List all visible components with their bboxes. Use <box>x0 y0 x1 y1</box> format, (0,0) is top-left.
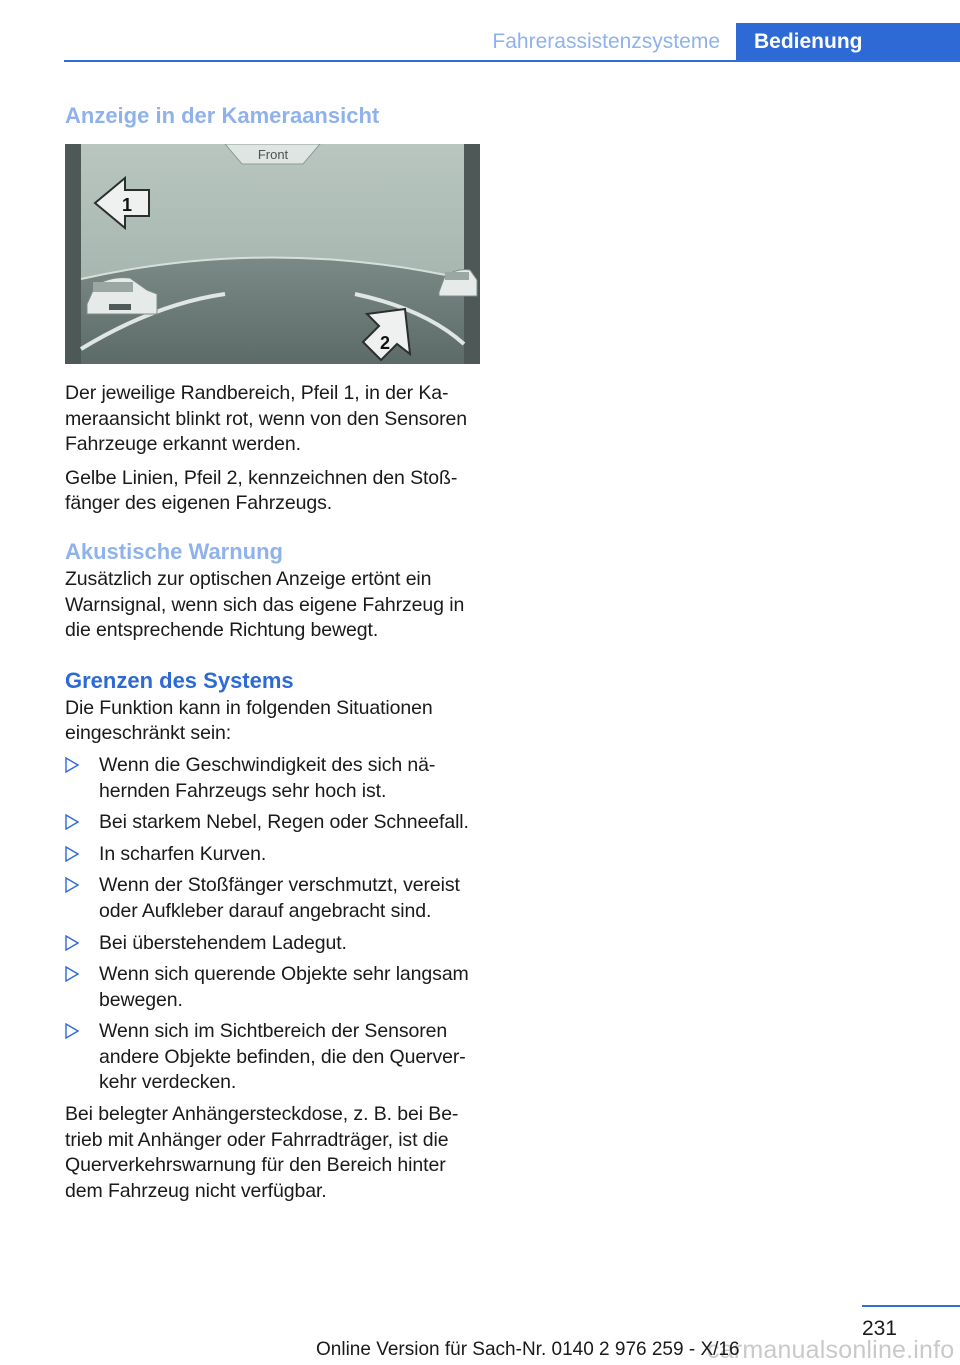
triangle-bullet-icon <box>65 757 79 773</box>
triangle-bullet-icon <box>65 935 79 951</box>
left-border-zone <box>65 144 81 364</box>
list-item <box>65 962 485 1013</box>
triangle-bullet-icon <box>65 1023 79 1039</box>
main-column <box>65 100 485 1204</box>
list-item <box>65 842 485 868</box>
watermark: carmanualsonline.info <box>707 1336 955 1364</box>
list-item-text: Wenn die Geschwindigkeit des sich nä‐ hernden Fahrzeugs sehr hoch ist. <box>99 753 436 802</box>
limits-outro: Bei belegter Anhängersteckdose, z. B. bei Be‐ trieb mit Anhänger oder Fahrradträger, ist die Querverkehrswarnung für den Bereich hinter dem Fahrzeug nicht verfügbar. <box>65 1103 459 1202</box>
limits-list <box>65 753 485 1096</box>
list-item <box>65 810 485 836</box>
list-item <box>65 873 485 924</box>
list-item-text: Bei starkem Nebel, Regen oder Schneefall. <box>99 811 469 834</box>
limits-intro: Die Funktion kann in folgenden Situationen eingeschränkt sein: <box>65 696 433 745</box>
camera-view-figure <box>65 144 480 364</box>
triangle-bullet-icon <box>65 966 79 982</box>
list-item <box>65 1019 485 1096</box>
list-item-text: Bei überstehendem Ladegut. <box>99 931 347 954</box>
list-item-text: Wenn sich im Sichtbereich der Sensoren andere Objekte befinden, die den Querver‐ kehr verdecken. <box>99 1020 466 1094</box>
front-label: Front <box>257 147 289 162</box>
list-item-text: Wenn sich querende Objekte sehr langsam bewegen. <box>99 963 469 1011</box>
triangle-bullet-icon <box>65 846 79 862</box>
header-chapter-tab: Bedienung <box>736 23 960 62</box>
list-item-text: In scharfen Kurven. <box>99 842 267 865</box>
triangle-bullet-icon <box>65 814 79 830</box>
header-rule <box>64 60 960 62</box>
list-item-text: Wenn der Stoßfänger verschmutzt, vereist oder Aufkleber darauf angebracht sind. <box>99 874 460 922</box>
page-number: 231 <box>861 1317 897 1340</box>
arrow-2-label: 2 <box>379 333 391 353</box>
header-section-title: Fahrerassistenzsysteme <box>492 30 720 53</box>
heading-acoustic-warning: Akustische Warnung <box>65 538 283 564</box>
online-version-note: Online Version für Sach-Nr. 0140 2 976 259 - X/16 <box>316 1339 740 1360</box>
camera-paragraph-2: Gelbe Linien, Pfeil 2, kennzeichnen den Stoß‐ fänger des eigenen Fahrzeugs. <box>65 466 458 515</box>
acoustic-paragraph: Zusätzlich zur optischen Anzeige ertönt ein Warnsignal, wenn sich das eigene Fahrzeug in die entsprechende Richtung bewegt. <box>65 567 465 642</box>
footer-rule <box>862 1305 960 1307</box>
heading-camera-view: Anzeige in der Kameraansicht <box>65 103 380 128</box>
heading-system-limits: Grenzen des Systems <box>65 667 294 693</box>
list-item <box>65 753 485 804</box>
right-border-zone <box>464 144 480 364</box>
camera-paragraph-1: Der jeweilige Randbereich, Pfeil 1, in der Ka‐ meraansicht blinkt rot, wenn von den Sensoren Fahrzeuge erkannt werden. <box>65 382 467 456</box>
list-item <box>65 931 485 957</box>
triangle-bullet-icon <box>65 877 79 893</box>
arrow-1-label: 1 <box>121 195 133 215</box>
